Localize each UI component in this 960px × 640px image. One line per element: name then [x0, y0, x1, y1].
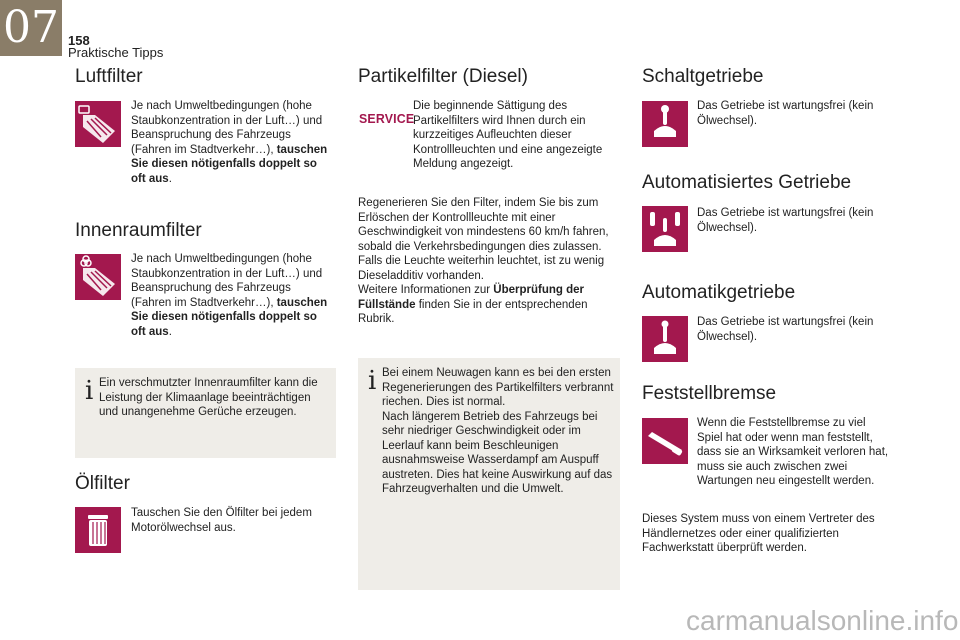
- oelfilter-text: Tauschen Sie den Ölfilter bei jedem Motorölwechsel aus.: [131, 507, 312, 534]
- info-icon: i: [368, 366, 377, 396]
- partikelfilter-warning-text: Die beginnende Sättigung des Partikelfilters wird Ihnen durch ein kurzzeitiges Aufleuchten dieser Kontrollleuchten und eine angezeigte Meldung angezeigt.: [413, 100, 603, 170]
- manual-gearbox-icon: [642, 101, 688, 147]
- automatic-gearbox-icon: [642, 316, 688, 362]
- oil-filter-icon: [75, 507, 121, 553]
- cabin-filter-icon: [75, 254, 121, 300]
- schaltgetriebe-text: Das Getriebe ist wartungsfrei (kein Ölwechsel).: [697, 100, 874, 127]
- innenraumfilter-text: Je nach Umweltbedingungen (hohe Staubkonzentration in der Luft…) und Beanspruchung des Fahrzeugs (Fahren im Stadtverkehr…), tauschen Sie diesen nötigenfalls doppelt so oft aus.: [131, 253, 328, 338]
- innenraumfilter-info-text: Ein verschmutzter Innenraumfilter kann die Leistung der Klimaanlage beeinträchtigen und unangenehme Gerüche erzeugen.: [99, 377, 318, 418]
- luftfilter-text: Je nach Umweltbedingungen (hohe Staubkonzentration in der Luft…) und Beanspruchung des Fahrzeugs (Fahren im Stadtverkehr…), tauschen Sie diesen nötigenfalls doppelt so oft aus.: [131, 100, 328, 185]
- luftfilter-title: Luftfilter: [75, 66, 143, 87]
- page-number: 158: [68, 33, 90, 48]
- partikelfilter-body: Regenerieren Sie den Filter, indem Sie bis zum Erlöschen der Kontrollleuchte mit einer Geschwindigkeit von mindestens 60 km/h fahren, sobald die Verkehrsbedingungen dies zulassen. Falls die Leuchte weiterhin leuchtet, ist zu wenig Dieseladditiv vorhanden. Weitere Informationen zur Überprüfung der Füllstände finden Sie in der entsprechenden Rubrik.: [358, 197, 609, 325]
- feststellbremse-title: Feststellbremse: [642, 383, 777, 404]
- air-filter-icon: [75, 101, 121, 147]
- automatik-title: Automatikgetriebe: [642, 282, 796, 303]
- chapter-title: Praktische Tipps: [68, 45, 164, 60]
- schaltgetriebe-title: Schaltgetriebe: [642, 66, 764, 87]
- partikelfilter-info-text: Bei einem Neuwagen kann es bei den ersten Regenerierungen des Partikelfilters verbrannt riechen. Dies ist normal. Nach längerem Betrieb des Fahrzeugs bei sehr niedriger Geschwindigkeit oder im Leerlauf kann beim Beschleunigen ausnahmsweise Wasserdampf am Auspuff austreten. Dies hat keine Auswirkung auf das Fahrzeugverhalten und die Umwelt.: [382, 367, 614, 495]
- feststellbremse-text: Wenn die Feststellbremse zu viel Spiel hat oder wenn man feststellt, dass sie an Wirksamkeit verloren hat, muss sie auch zwischen zwei Wartungen neu eingestellt werden.: [697, 417, 889, 487]
- parking-brake-icon: [642, 418, 688, 464]
- automatik-text: Das Getriebe ist wartungsfrei (kein Ölwechsel).: [697, 316, 874, 343]
- partikelfilter-title: Partikelfilter (Diesel): [358, 66, 528, 87]
- automatisiert-text: Das Getriebe ist wartungsfrei (kein Ölwechsel).: [697, 207, 874, 234]
- service-warning-icon: SERVICE: [359, 111, 415, 126]
- info-icon: i: [85, 376, 94, 406]
- innenraumfilter-info-box: [75, 368, 336, 458]
- watermark: carmanualsonline.info: [686, 605, 959, 636]
- oelfilter-title: Ölfilter: [75, 473, 130, 494]
- automated-gearbox-icon: [642, 206, 688, 252]
- feststellbremse-footer: Dieses System muss von einem Vertreter des Händlernetzes oder einer qualifizierten Fachwerkstatt überprüft werden.: [642, 513, 875, 554]
- innenraumfilter-title: Innenraumfilter: [75, 220, 202, 241]
- partikelfilter-info-box: [358, 358, 620, 590]
- automatisiert-title: Automatisiertes Getriebe: [642, 172, 852, 193]
- chapter-number: 07: [0, 0, 62, 56]
